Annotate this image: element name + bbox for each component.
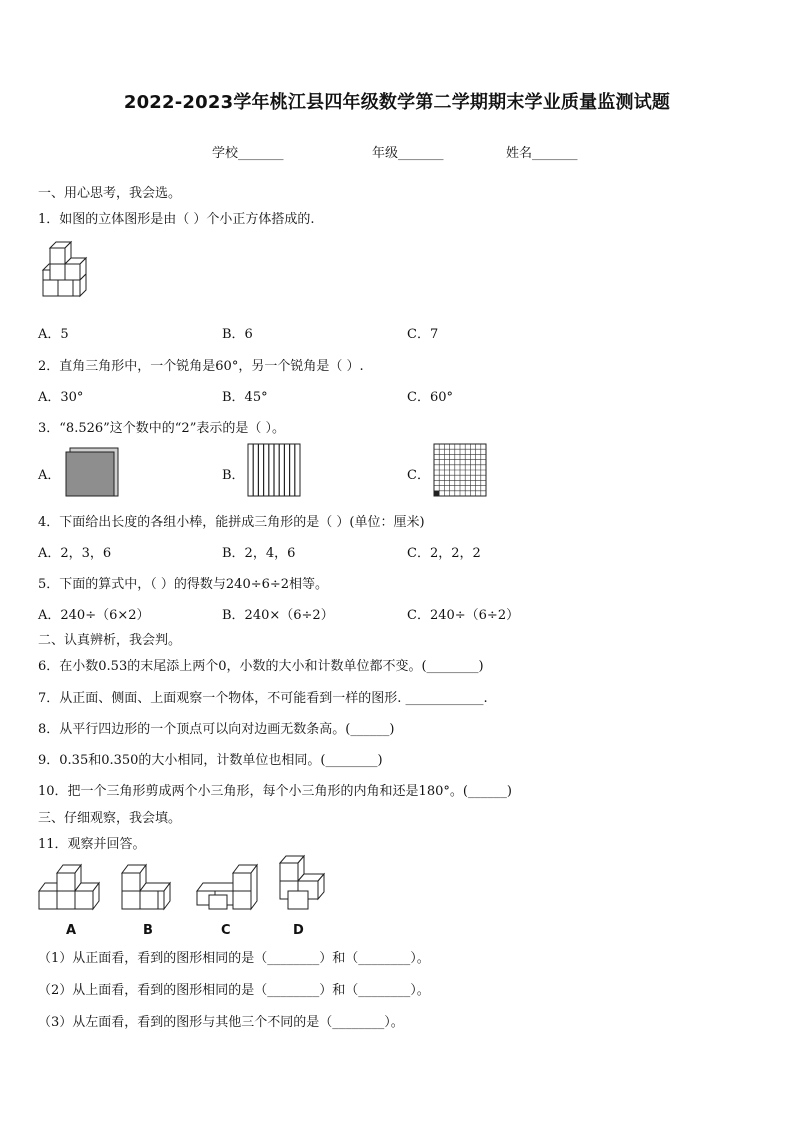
q11-figure-a [37, 860, 103, 916]
q1-option-c[interactable]: C．7 [407, 327, 439, 342]
section-2-heading: 二、认真辨析，我会判。 [38, 633, 182, 648]
question-1: 1．如图的立体图形是由（ ）个小正方体搭成的. [38, 212, 315, 227]
question-6: 6．在小数0.53的末尾添上两个0，小数的大小和计数单位都不变。(________) [38, 659, 484, 674]
q11-subquestion-2: （2）从上面看，看到的图形相同的是（________）和（________）。 [38, 983, 430, 998]
question-4: 4．下面给出长度的各组小棒，能拼成三角形的是（ ）(单位：厘米) [38, 515, 425, 530]
section-3-heading: 三、仔细观察，我会填。 [38, 811, 182, 826]
q11-figure-c [195, 860, 261, 916]
question-8: 8．从平行四边形的一个顶点可以向对边画无数条高。(______) [38, 722, 395, 737]
page-title: 2022-2023学年桃江县四年级数学第二学期期末学业质量监测试题 [123, 92, 671, 113]
q11-figure-d [278, 854, 328, 916]
q3-option-c[interactable]: C． [407, 468, 430, 483]
q11-label-d: D [293, 923, 304, 938]
q3-striped-square-image [247, 443, 301, 497]
question-5: 5．下面的算式中，（ ）的得数与240÷6÷2相等。 [38, 577, 329, 592]
q3-option-b[interactable]: B． [222, 468, 245, 483]
school-field[interactable]: 学校_______ [212, 146, 284, 161]
question-11: 11．观察并回答。 [38, 837, 146, 852]
question-10: 10．把一个三角形剪成两个小三角形，每个小三角形的内角和还是180°。(______) [38, 784, 512, 799]
q2-option-c[interactable]: C．60° [407, 390, 453, 405]
section-1-heading: 一、用心思考，我会选。 [38, 186, 182, 201]
question-9: 9．0.35和0.350的大小相同，计数单位也相同。(________) [38, 753, 383, 768]
q11-subquestion-1: （1）从正面看，看到的图形相同的是（________）和（________）。 [38, 951, 430, 966]
q11-label-a: A [66, 923, 77, 938]
q1-option-a[interactable]: A．5 [38, 327, 69, 342]
q5-option-a[interactable]: A．240÷（6×2） [38, 608, 150, 623]
q3-square-shaded-image [64, 446, 120, 498]
grade-field[interactable]: 年级_______ [372, 146, 444, 161]
q4-option-c[interactable]: C．2，2，2 [407, 546, 481, 561]
question-3: 3．“8.526”这个数中的“2”表示的是（ ）。 [38, 421, 285, 436]
question-7: 7．从正面、侧面、上面观察一个物体，不可能看到一样的图形. ____________. [38, 691, 488, 706]
question-2: 2．直角三角形中，一个锐角是60°，另一个锐角是（ ）. [38, 359, 364, 374]
q11-label-c: C [221, 923, 231, 938]
q3-grid-square-image [433, 443, 489, 497]
q4-option-a[interactable]: A．2，3，6 [38, 546, 112, 561]
name-field[interactable]: 姓名_______ [506, 146, 578, 161]
q1-option-b[interactable]: B．6 [222, 327, 253, 342]
q2-option-b[interactable]: B．45° [222, 390, 268, 405]
q11-subquestion-3: （3）从左面看，看到的图形与其他三个不同的是（________）。 [38, 1015, 404, 1030]
q5-option-b[interactable]: B．240×（6÷2） [222, 608, 334, 623]
q5-option-c[interactable]: C．240÷（6÷2） [407, 608, 520, 623]
q2-option-a[interactable]: A．30° [38, 390, 84, 405]
q3-option-a[interactable]: A． [38, 468, 61, 483]
q11-label-b: B [143, 923, 153, 938]
q1-cube-figure [40, 240, 96, 306]
q4-option-b[interactable]: B．2，4，6 [222, 546, 296, 561]
q11-figure-b [120, 860, 176, 916]
